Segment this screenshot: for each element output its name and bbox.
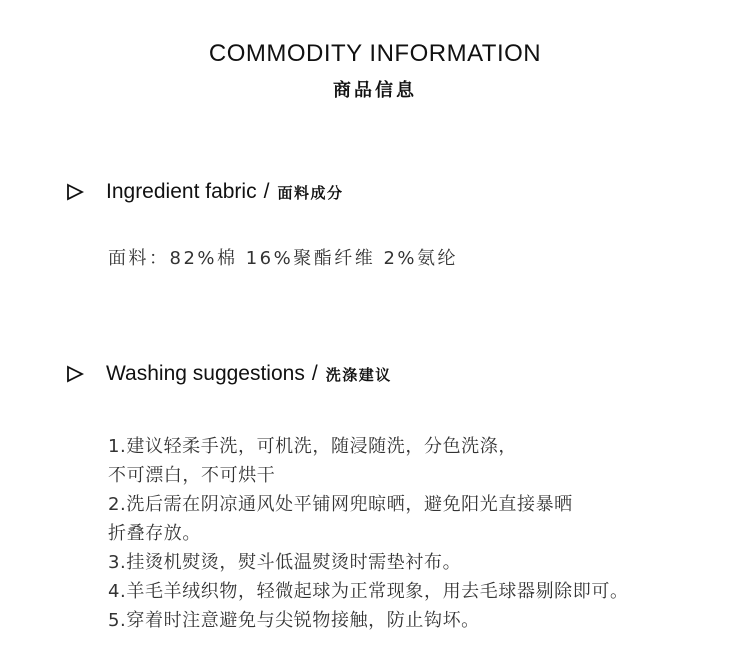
section-heading-washing xyxy=(66,362,392,386)
heading-separator: / xyxy=(263,180,270,203)
page-title-zh: 商品信息 xyxy=(333,80,417,101)
section-heading-en: Washing suggestions xyxy=(106,362,305,385)
triangle-right-outline-icon xyxy=(66,365,84,383)
list-item: 4.羊毛羊绒织物，轻微起球为正常现象，用去毛球器剔除即可。 xyxy=(108,581,629,602)
fabric-composition-text: 面料：82%棉 16%聚酯纤维 2%氨纶 xyxy=(108,248,459,269)
triangle-right-outline-icon xyxy=(66,183,84,201)
list-item: 3.挂烫机熨烫，熨斗低温熨烫时需垫衬布。 xyxy=(108,552,462,573)
heading-separator: / xyxy=(311,362,318,385)
section-heading-fabric xyxy=(66,180,343,204)
list-item: 1.建议轻柔手洗，可机洗，随浸随洗，分色洗涤， xyxy=(108,436,517,457)
list-item: 不可漂白，不可烘干 xyxy=(108,465,276,486)
page-title-en: COMMODITY INFORMATION xyxy=(208,40,542,67)
washing-instructions-list xyxy=(108,432,629,635)
section-heading-zh: 面料成分 xyxy=(277,183,344,202)
section-heading-en: Ingredient fabric xyxy=(106,180,257,203)
list-item: 2.洗后需在阴凉通风处平铺网兜晾晒，避免阳光直接暴晒 xyxy=(108,494,573,515)
section-heading-zh: 洗涤建议 xyxy=(325,365,392,384)
list-item: 折叠存放。 xyxy=(108,523,201,544)
list-item: 5.穿着时注意避免与尖锐物接触，防止钩坏。 xyxy=(108,610,480,631)
